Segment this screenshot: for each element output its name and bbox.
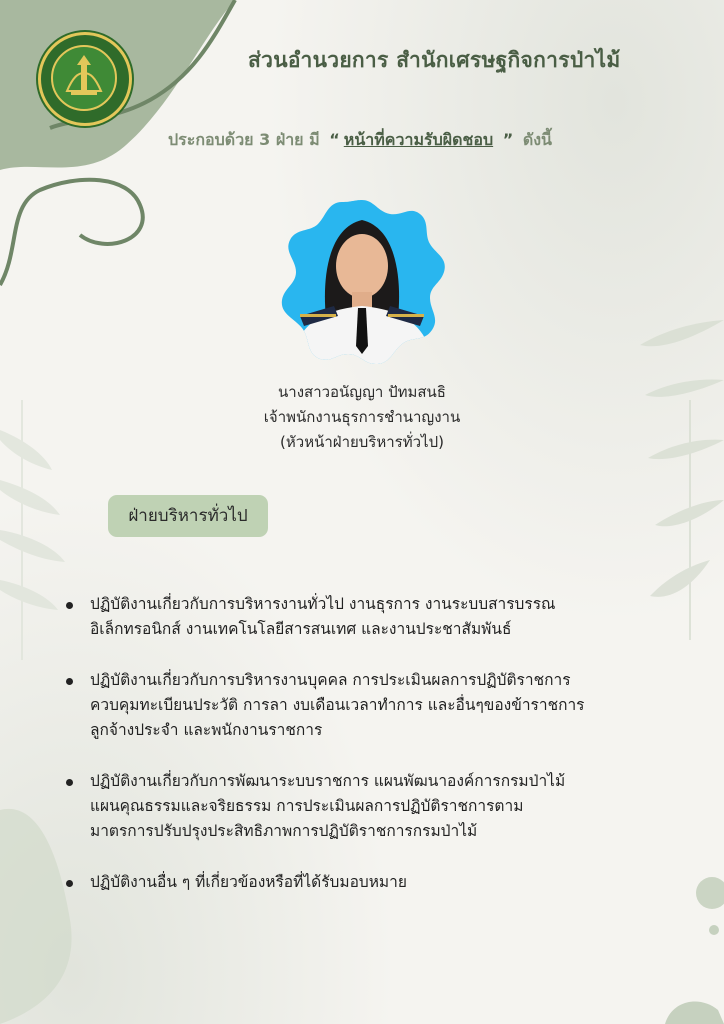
swoosh-curve <box>0 180 143 285</box>
duty-line: ควบคุมทะเบียนประวัติ การลา งบเดือนเวลาทำการ และอื่นๆของข้าราชการ <box>90 696 585 714</box>
intro-suffix: ดังนี้ <box>522 130 552 149</box>
duty-line: ปฏิบัติงานอื่น ๆ ที่เกี่ยวข้องหรือที่ได้รับมอบหมาย <box>90 873 407 891</box>
intro-prefix: ประกอบด้วย 3 ฝ่าย มี <box>168 130 320 149</box>
intro-emphasis: หน้าที่ความรับผิดชอบ <box>343 130 494 149</box>
list-item <box>66 668 686 743</box>
duty-line: อิเล็กทรอนิกส์ งานเทคโนโลยีสารสนเทศ และงานประชาสัมพันธ์ <box>90 620 512 638</box>
quote-open: “ <box>329 130 340 149</box>
list-item <box>66 870 686 895</box>
duties-list <box>66 592 686 921</box>
green-dot <box>696 877 724 909</box>
bullet-icon <box>66 602 73 609</box>
bullet-icon <box>66 880 73 887</box>
page-title: ส่วนอำนวยการ สำนักเศรษฐกิจการป่าไม้ <box>248 48 621 72</box>
portrait-image <box>278 198 446 366</box>
list-item <box>66 769 686 844</box>
list-item <box>66 592 686 642</box>
duty-line: แผนคุณธรรมและจริยธรรม การประเมินผลการปฏิบัติราชการตาม <box>90 797 524 815</box>
emblem-icon <box>53 47 115 109</box>
duty-line: มาตรการปรับปรุงประสิทธิภาพการปฏิบัติราชการกรมป่าไม้ <box>90 822 478 840</box>
green-dot-small <box>709 925 719 935</box>
duty-line: ปฏิบัติงานเกี่ยวกับการบริหารงานทั่วไป งานธุรการ งานระบบสารบรรณ <box>90 595 556 613</box>
green-blob-bottom-left <box>0 809 72 1024</box>
department-logo <box>38 32 132 126</box>
duty-line: ปฏิบัติงานเกี่ยวกับการบริหารงานบุคคล การประเมินผลการปฏิบัติราชการ <box>90 671 571 689</box>
quote-close: ” <box>502 130 514 149</box>
green-blob-bottom-right <box>665 1002 724 1024</box>
tie-shape <box>356 308 368 354</box>
portrait-photo <box>278 198 446 366</box>
duty-line: ปฏิบัติงานเกี่ยวกับการพัฒนาระบบราชการ แผนพัฒนาองค์การกรมป่าไม้ <box>90 772 566 790</box>
bullet-icon <box>66 678 73 685</box>
person-position: เจ้าพนักงานธุรการชำนาญงาน <box>263 408 461 426</box>
logo-seal-icon <box>51 45 117 111</box>
duty-line: ลูกจ้างประจำ และพนักงานราชการ <box>90 721 323 739</box>
face-shape <box>336 234 388 298</box>
intro-line <box>168 128 708 153</box>
bullet-icon <box>66 779 73 786</box>
person-role: (หัวหน้าฝ่ายบริหารทั่วไป) <box>280 433 444 451</box>
department-badge: ฝ่ายบริหารทั่วไป <box>108 495 268 537</box>
person-name: นางสาวอนัญญา ปัทมสนธิ <box>278 383 446 401</box>
